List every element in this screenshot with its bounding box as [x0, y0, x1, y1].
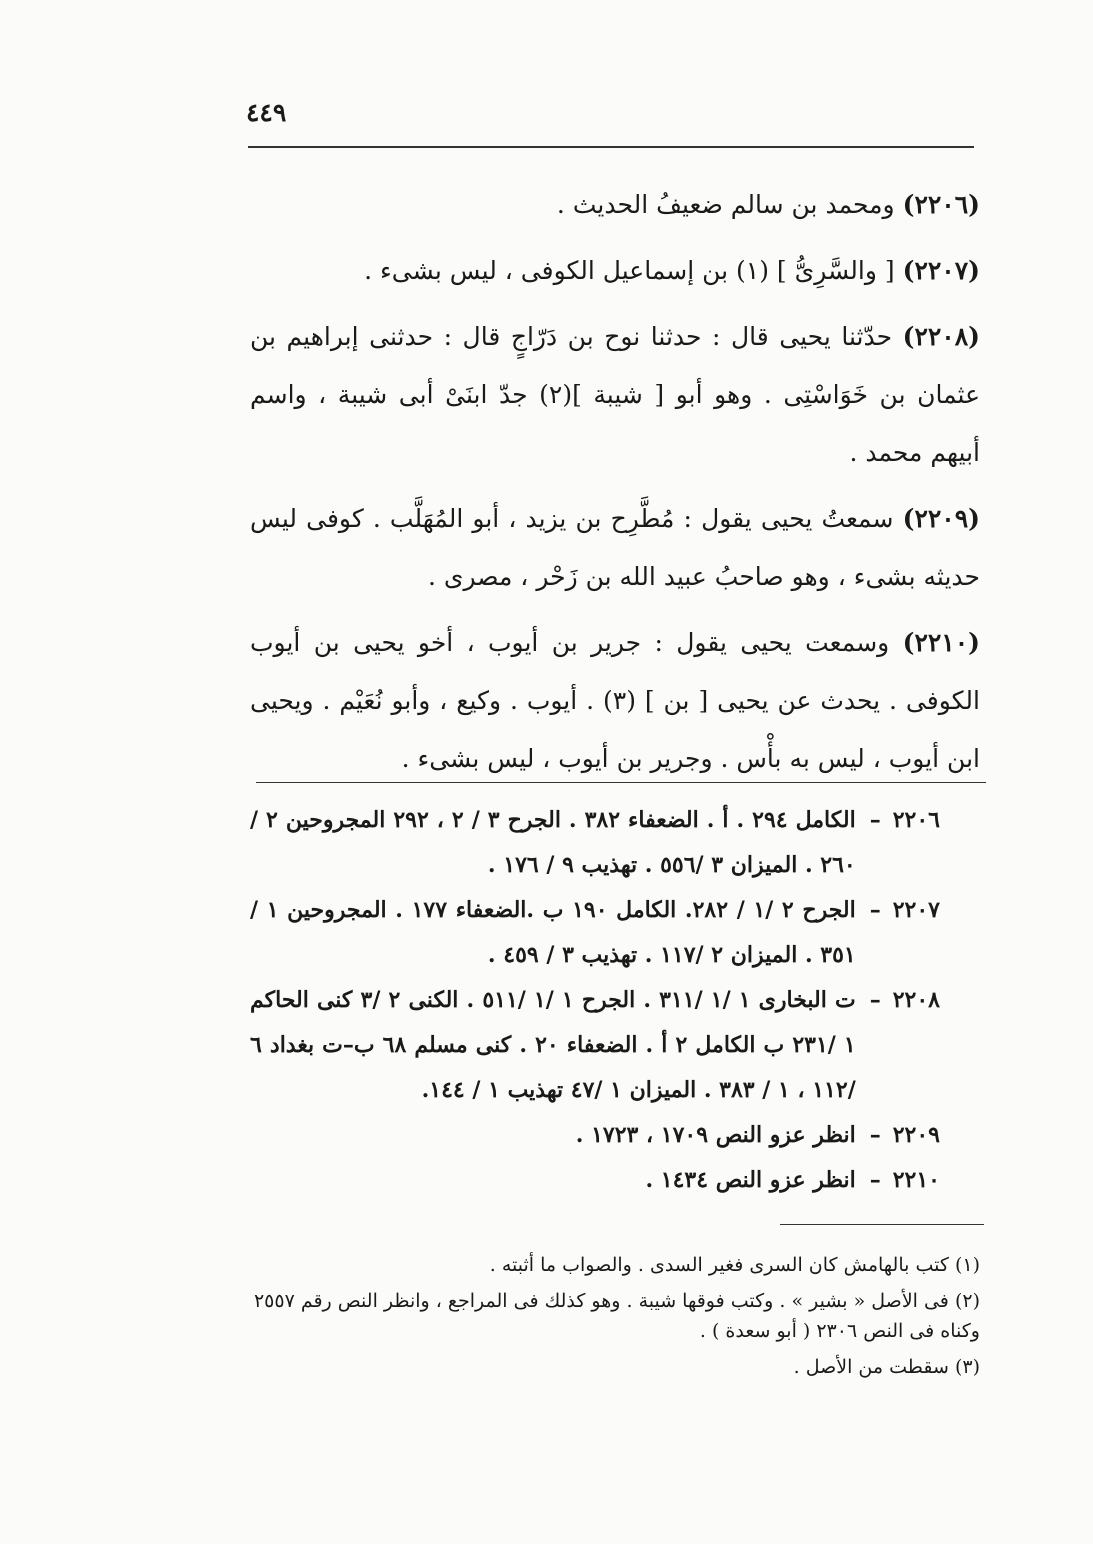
- source-note-2210: [250, 1158, 940, 1203]
- page-number: ٤٤٩: [246, 98, 287, 127]
- note-number: ٢٢٠٨: [892, 987, 940, 1013]
- note-text: الكامل ٢٩٤ . أ . الضعفاء ٣٨٢ . الجرح ٣ / ٢ ، ٢٩٢ المجروحين ٢ / ٢٦٠ . الميزان ٣ /٥٥٦ . تهذيب ٩ / ١٧٦ .: [250, 807, 856, 878]
- footnote-text: فى الأصل « بشير » . وكتب فوقها شيبة . وهو كذلك فى المراجع ، وانظر النص رقم ٢٥٥٧ وكناه فى النص ٢٣٠٦ ( أبو سعدة ) .: [253, 1290, 980, 1342]
- source-note-2207: [250, 888, 940, 978]
- entry-number: (٢٢٠٧): [902, 256, 980, 285]
- source-notes: [250, 798, 940, 1203]
- main-text: [250, 176, 980, 796]
- note-dash: –: [869, 987, 881, 1013]
- entry-text: وسمعت يحيى يقول : جرير بن أيوب ، أخو يحيى بن أيوب الكوفى . يحدث عن يحيى [ بن ] (٣) . أيوب . وكيع ، وأبو نُعَيْم . ويحيى ابن أيوب ، ليس به بأْس . وجرير بن أيوب ، ليس بشىء .: [250, 628, 980, 773]
- footnote-text: سقطت من الأصل .: [793, 1356, 949, 1378]
- entry-2209: [250, 490, 980, 606]
- entry-2210: [250, 614, 980, 788]
- note-text: انظر عزو النص ١٤٣٤ .: [645, 1167, 856, 1193]
- footnote-text: كتب بالهامش كان السرى فغير السدى . والصواب ما أثبته .: [489, 1254, 949, 1276]
- source-note-2209: [250, 1113, 940, 1158]
- footnote-mark: (١): [954, 1254, 980, 1276]
- note-number: ٢٢١٠: [892, 1167, 940, 1193]
- entry-2208: [250, 308, 980, 482]
- note-number: ٢٢٠٦: [892, 807, 940, 833]
- entry-2207: [250, 242, 980, 300]
- source-note-2206: [250, 798, 940, 888]
- notes-separator-rule: [256, 782, 986, 783]
- note-dash: –: [869, 1167, 881, 1193]
- entry-number: (٢٢٠٦): [902, 190, 980, 219]
- note-text: الجرح ٢ /١ / ٢٨٢. الكامل ١٩٠ ب .الضعفاء ١٧٧ . المجروحين ١ /٣٥١ . الميزان ٢ /١١٧ . تهذيب ٣ / ٤٥٩ .: [250, 897, 856, 968]
- entry-text: حدّثنا يحيى قال : حدثنا نوح بن دَرّاجٍ قال : حدثنى إبراهيم بن عثمان بن خَوَاسْتِى . وهو أبو [ شيبة ](٢) جدّ ابنَىْ أبى شيبة ، واسم أبيهم محمد .: [250, 322, 981, 467]
- source-note-2208: [250, 978, 940, 1113]
- footnote-3: [235, 1352, 980, 1382]
- header-rule: [248, 146, 974, 148]
- footnote-separator-rule: [780, 1224, 984, 1225]
- entry-text: [ والسَّرِىُّ ] (١) بن إسماعيل الكوفى ، ليس بشىء .: [364, 256, 895, 285]
- entry-number: (٢٢٠٩): [902, 504, 980, 533]
- entry-2206: [250, 176, 980, 234]
- footnote-mark: (٢): [954, 1290, 980, 1312]
- note-dash: –: [869, 897, 881, 923]
- note-number: ٢٢٠٩: [892, 1122, 940, 1148]
- footnote-mark: (٣): [954, 1356, 980, 1378]
- entry-number: (٢٢٠٨): [902, 322, 980, 351]
- entry-text: سمعتُ يحيى يقول : مُطَّرِح بن يزيد ، أبو المُهَلَّب . كوفى ليس حديثه بشىء ، وهو صاحبُ عبيد الله بن زَحْر ، مصرى .: [250, 504, 980, 591]
- note-text: ت البخارى ١ /١ /٣١١ . الجرح ١ /١ /٥١١ . الكنى ٢ /٣ كنى الحاكم ١ /٢٣١ ب الكامل ٢ أ . الضعفاء ٢٠ . كنى مسلم ٦٨ ب–ت بغداد ٦ /١١٢ ، ١ / ٣٨٣ . الميزان ١ /٤٧ تهذيب ١ / ١٤٤.: [250, 987, 856, 1103]
- note-dash: –: [869, 1122, 881, 1148]
- footnotes: [235, 1250, 980, 1388]
- footnote-1: [235, 1250, 980, 1280]
- note-number: ٢٢٠٧: [892, 897, 940, 923]
- note-text: انظر عزو النص ١٧٠٩ ، ١٧٢٣ .: [575, 1122, 856, 1148]
- entry-text: ومحمد بن سالم ضعيفُ الحديث .: [556, 190, 895, 219]
- note-dash: –: [869, 807, 881, 833]
- footnote-2: [235, 1286, 980, 1346]
- entry-number: (٢٢١٠): [902, 628, 980, 657]
